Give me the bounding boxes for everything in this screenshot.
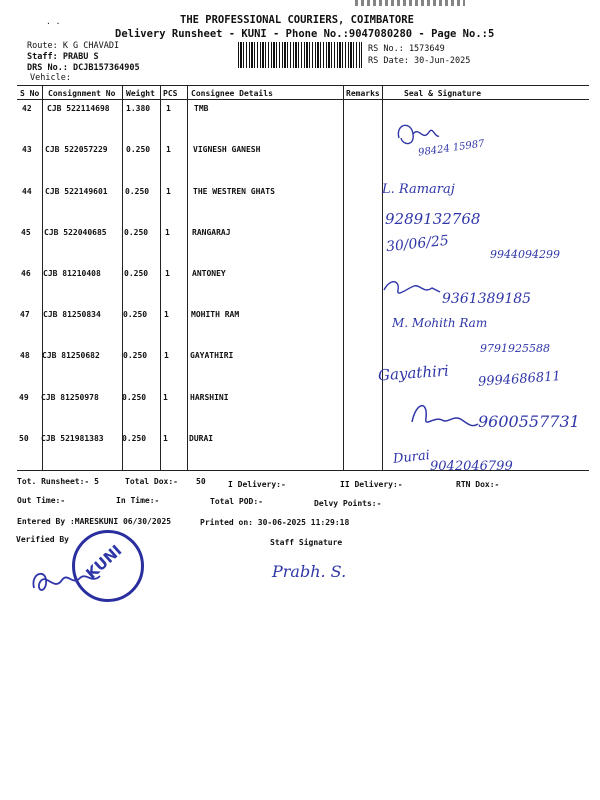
staff-signature-label: Staff Signature xyxy=(270,538,343,547)
barcode xyxy=(238,42,362,68)
drs-number: DRS No.: DCJB157364905 xyxy=(27,63,140,73)
col-divider xyxy=(343,85,344,470)
row-sno: 47 xyxy=(20,310,30,319)
row-weight: 0.250 xyxy=(126,145,151,154)
total-dox-value: 50 xyxy=(196,477,206,486)
runsheet-subtitle: Delivery Runsheet - KUNI - Phone No.:9047080280 - Page No.:5 xyxy=(115,28,495,40)
row-weight: 0.250 xyxy=(123,351,148,360)
row-consignee: VIGNESH GANESH xyxy=(193,145,261,154)
verified-signature xyxy=(28,562,108,600)
col-divider xyxy=(160,85,161,470)
staff-text: Staff: PRABU S xyxy=(27,52,99,62)
row-weight: 0.250 xyxy=(123,310,148,319)
signature-scribble xyxy=(380,276,444,306)
row-sno: 48 xyxy=(20,351,30,360)
row-consignee: ANTONEY xyxy=(192,269,226,278)
row-pcs: 1 xyxy=(164,310,169,319)
col-header-sno: S No xyxy=(20,89,40,98)
i-delivery: I Delivery:- xyxy=(228,480,286,489)
handwritten-phone: 98424 15987 xyxy=(417,138,486,159)
row-consignment: CJB 81210408 xyxy=(43,269,101,278)
row-weight: 0.250 xyxy=(124,269,149,278)
row-consignment: CJB 81250682 xyxy=(42,351,100,360)
row-pcs: 1 xyxy=(163,393,168,402)
row-consignee: DURAI xyxy=(189,434,214,443)
handwritten-phone: 9791925588 xyxy=(480,342,550,355)
col-header-remarks: Remarks xyxy=(346,89,380,98)
signature-scribble xyxy=(408,398,480,436)
row-sno: 42 xyxy=(22,104,32,113)
row-consignee: HARSHINI xyxy=(190,393,229,402)
handwritten-date: 30/06/25 xyxy=(385,232,450,256)
handwritten-name: L. Ramaraj xyxy=(382,182,455,197)
handwritten-phone: 9600557731 xyxy=(478,412,580,431)
delvy-points: Delvy Points:- xyxy=(314,499,382,508)
handwritten-phone: 9289132768 xyxy=(385,210,481,228)
route-text: Route: K G CHAVADI xyxy=(27,41,120,51)
top-scan-mark xyxy=(355,0,465,6)
row-weight: 0.250 xyxy=(122,393,147,402)
col-header-pcs: PCS xyxy=(163,89,178,98)
row-weight: 1.380 xyxy=(126,104,151,113)
row-pcs: 1 xyxy=(166,145,171,154)
row-sno: 50 xyxy=(19,434,29,443)
row-consignment: CJB 522149601 xyxy=(45,187,108,196)
total-pod: Total POD:- xyxy=(210,497,263,506)
handwritten-phone: 9361389185 xyxy=(442,291,532,307)
rs-number: RS No.: 1573649 xyxy=(368,44,445,54)
row-consignee: RANGARAJ xyxy=(192,228,231,237)
stamp-text: KUNI xyxy=(82,541,126,583)
staff-signature: Prabh. S. xyxy=(272,562,347,581)
handwritten-phone: 9994686811 xyxy=(477,369,562,390)
ii-delivery: II Delivery:- xyxy=(340,480,403,489)
total-dox-label: Total Dox:- xyxy=(125,477,178,486)
col-header-weight: Weight xyxy=(126,89,155,98)
row-consignment: CJB 522040685 xyxy=(44,228,107,237)
company-title: THE PROFESSIONAL COURIERS, COIMBATORE xyxy=(180,14,414,26)
row-consignee: THE WESTREN GHATS xyxy=(193,187,275,196)
row-sno: 46 xyxy=(21,269,31,278)
col-divider xyxy=(187,85,188,470)
table-header-line xyxy=(17,99,589,100)
vehicle-text: Vehicle: xyxy=(30,73,71,83)
handwritten-name: Gayathiri xyxy=(377,361,450,385)
printed-on: Printed on: 30-06-2025 11:29:18 xyxy=(200,518,350,527)
row-weight: 0.250 xyxy=(125,187,150,196)
row-consignment: CJB 521981383 xyxy=(41,434,104,443)
row-weight: 0.250 xyxy=(122,434,147,443)
row-consignment: CJB 522057229 xyxy=(45,145,108,154)
row-pcs: 1 xyxy=(166,104,171,113)
row-pcs: 1 xyxy=(164,351,169,360)
handwritten-name: M. Mohith Ram xyxy=(392,316,488,330)
row-pcs: 1 xyxy=(166,187,171,196)
rs-date: RS Date: 30-Jun-2025 xyxy=(368,56,471,66)
row-consignment: CJB 81250978 xyxy=(41,393,99,402)
out-time: Out Time:- xyxy=(17,496,66,505)
row-pcs: 1 xyxy=(163,434,168,443)
row-consignee: TMB xyxy=(194,104,209,113)
table-top-line xyxy=(17,85,589,86)
row-pcs: 1 xyxy=(165,228,170,237)
row-sno: 43 xyxy=(22,145,32,154)
entered-by: Entered By :MARESKUNI 06/30/2025 xyxy=(17,517,172,526)
row-consignee: MOHITH RAM xyxy=(191,310,240,319)
tot-runsheet: Tot. Runsheet:- 5 xyxy=(17,477,99,486)
col-header-seal: Seal & Signature xyxy=(404,89,482,98)
in-time: In Time:- xyxy=(116,496,160,505)
scan-dots: . . xyxy=(46,17,61,26)
handwritten-phone: 9042046799 xyxy=(430,459,513,474)
row-consignee: GAYATHIRI xyxy=(190,351,234,360)
row-sno: 45 xyxy=(21,228,31,237)
row-pcs: 1 xyxy=(165,269,170,278)
rtn-dox: RTN Dox:- xyxy=(456,480,500,489)
handwritten-phone: 9944094299 xyxy=(490,248,560,261)
row-sno: 44 xyxy=(22,187,32,196)
row-consignment: CJB 81250834 xyxy=(43,310,101,319)
row-sno: 49 xyxy=(19,393,29,402)
verified-by-label: Verified By xyxy=(16,535,69,544)
row-weight: 0.250 xyxy=(124,228,149,237)
col-header-consignee: Consignee Details xyxy=(191,89,273,98)
handwritten-name: Durai xyxy=(392,448,431,467)
col-divider xyxy=(122,85,123,470)
row-consignment: CJB 522114698 xyxy=(47,104,110,113)
col-header-consignment: Consignment No xyxy=(48,89,116,98)
